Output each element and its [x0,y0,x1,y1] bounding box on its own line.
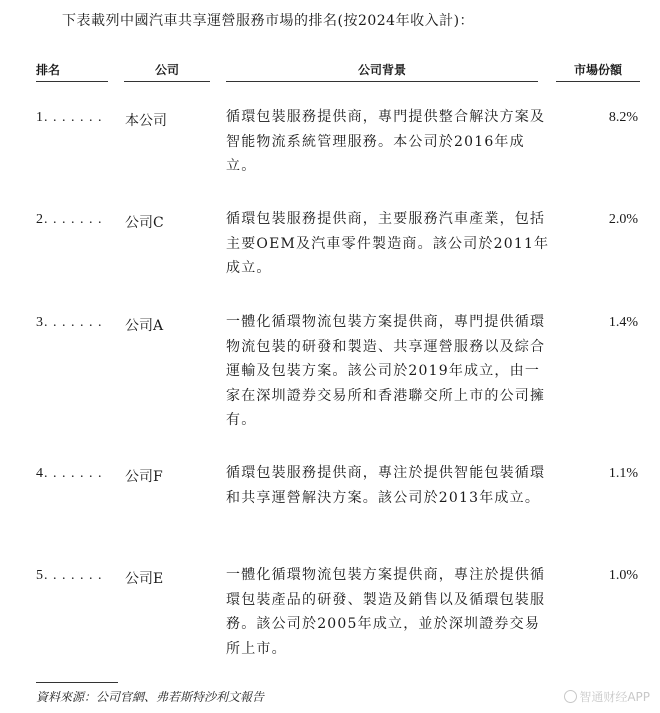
rank-cell: 4. . . . . . . [36,466,103,481]
intro-text: 下表載列中國汽車共享運營服務市場的排名(按2024年收入計)： [62,13,475,29]
rank-cell: 5. . . . . . . [36,568,103,583]
share-cell: 1.4% [608,315,638,330]
rank-cell: 2. . . . . . . [36,212,103,227]
company-cell: 本公司 [125,113,167,129]
background-cell: 一體化循環物流包裝方案提供商，專注於提供循環包裝產品的研發、製造及銷售以及循環包裝服務。該公司於2005年成立，並於深圳證券交易所上市。 [226,567,546,657]
background-cell: 循環包裝服務提供商，專門提供整合解決方案及智能物流系統管理服務。本公司於2016年成立。 [226,109,546,174]
watermark [564,688,650,705]
watermark-text: 智通财经APP [579,690,650,704]
company-cell: 公司E [125,571,164,587]
rank-cell: 3. . . . . . . [36,315,103,330]
header-market-share: 市場份額 [556,61,640,82]
background-cell: 循環包裝服務提供商，主要服務汽車產業，包括主要OEM及汽車零件製造商。該公司於2011年成立。 [226,211,550,276]
company-cell: 公司A [125,318,164,334]
company-cell: 公司F [125,469,163,485]
source-note: 資料來源：公司官網、弗若斯特沙利文報告 [36,690,265,704]
company-cell: 公司C [125,215,164,231]
header-company: 公司 [124,61,210,82]
share-cell: 2.0% [608,212,638,227]
share-cell: 8.2% [608,110,638,125]
share-cell: 1.1% [608,466,638,481]
header-background: 公司背景 [226,61,538,82]
rank-cell: 1. . . . . . . [36,110,103,125]
source-divider [36,682,118,683]
share-cell: 1.0% [608,568,638,583]
watermark-logo-icon [564,690,577,703]
background-cell: 循環包裝服務提供商，專注於提供智能包裝循環和共享運營解決方案。該公司於2013年成立。 [226,465,546,506]
background-cell: 一體化循環物流包裝方案提供商，專門提供循環物流包裝的研發和製造、共享運營服務以及綜合運輸及包裝方案。該公司於2019年成立，由一家在深圳證券交易所和香港聯交所上市的公司擁有。 [226,314,546,428]
header-rank: 排名 [36,61,108,82]
